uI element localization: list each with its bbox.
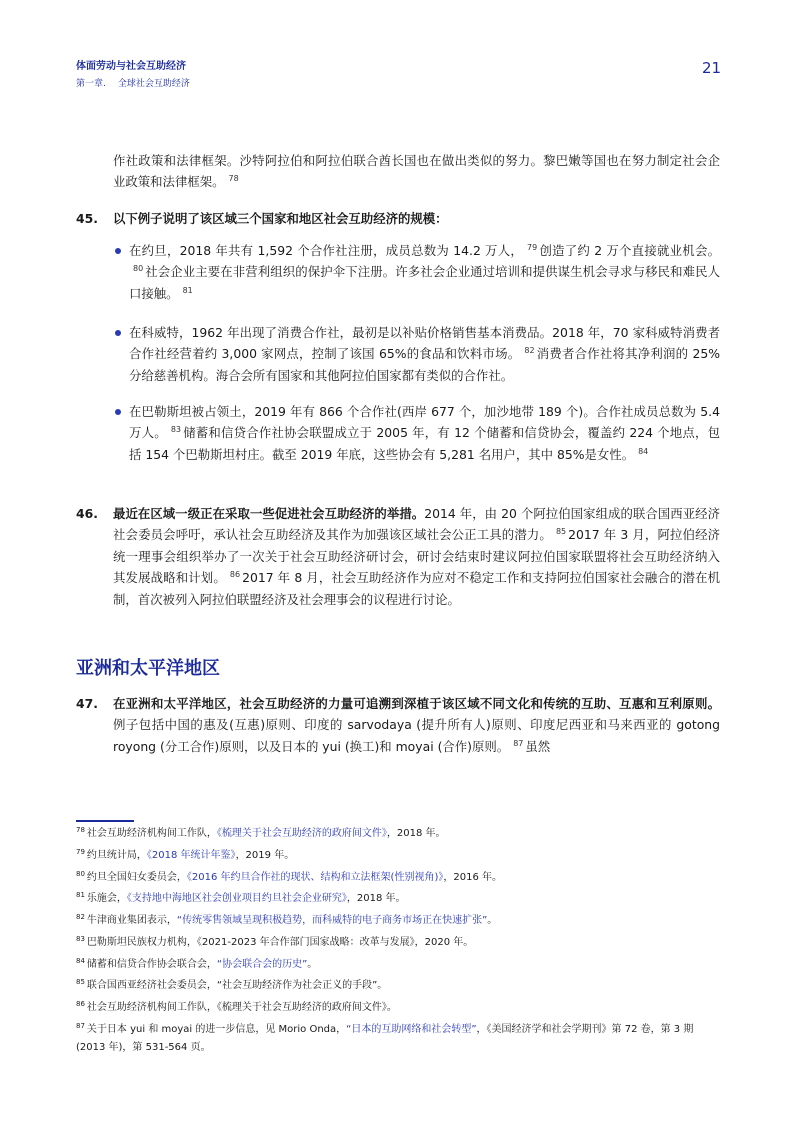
- footnote-82: $^{82}$ 牛津商业集团表示，“传统零售领域呈现积极趋势，而科威特的电子商务市场正在快速扩张”。: [76, 913, 498, 926]
- bullet-dot-icon: [115, 248, 121, 254]
- footnote-ref[interactable]: 85: [555, 527, 567, 537]
- footnote-link[interactable]: 《2018 年统计年鉴》: [146, 850, 236, 861]
- footnote-78: $^{78}$ 社会互助经济机构间工作队，《梳理关于社会互助经济的政府间文件》，2018 年。: [76, 826, 446, 839]
- footnote-81: $^{81}$ 乐施会，《支持地中海地区社会创业项目约旦社会企业研究》，2018 年。: [76, 891, 406, 904]
- bullet-dot-icon: [115, 409, 121, 415]
- paragraph-number: 46.: [76, 506, 98, 521]
- running-header-chapter: [76, 76, 190, 89]
- paragraph-number: 45.: [76, 211, 98, 226]
- footnote-link[interactable]: “日本的互助网络和社会转型”: [346, 1024, 477, 1035]
- footnote-link[interactable]: 《2016 年约旦合作社的现状、结构和立法框架(性别视角)》: [186, 872, 444, 883]
- footnote-ref[interactable]: 79: [527, 243, 538, 252]
- page-number: 21: [702, 59, 722, 77]
- paragraph-46: 最近在区域一级正在采取一些促进社会互助经济的举措。2014 年，由 20 个阿拉伯国家组成的联合国西亚经济社会委员会呼吁，承认社会互助经济及其作为加强该区域社会公正工具的潜力。 $^{85}$ 2017 年 3 月，阿拉伯经济统一理事会组织举办了一次关于社会互助经济研讨会，研讨会结束时建议阿拉伯国家联盟将社会互助经济纳入其发展战略和计划。 $^{86}$ 2017 年 8 月，社会互助经济作为应对不稳定工作和支持阿拉伯国家社会融合的潜在机制，首次被列入阿拉伯联盟经济及社会理事会的议程进行讨论。: [113, 506, 721, 607]
- footnote-86: $^{86}$ 社会互助经济机构间工作队，《梳理关于社会互助经济的政府间文件》。: [76, 1000, 397, 1013]
- bullet-kuwait: 在科威特，1962 年出现了消费合作社，最初是以补贴价格销售基本消费品。2018 年，70 家科威特消费者合作社经营着约 3,000 家网点，控制了该国 65%的食品和饮料市场。 $^{82}$ 消费者合作社将其净利润的 25%分给慈善机构。海合会所有国家和其他阿拉伯国家都有类似的合作社。: [129, 325, 720, 383]
- paragraph-47: 在亚洲和太平洋地区，社会互助经济的力量可追溯到深植于该区域不同文化和传统的互助、互惠和互利原则。例子包括中国的惠及(互惠)原则、印度的 sarvodaya (提升所有人)原则、印度尼西亚和马来西亚的 gotong royong (分工合作)原则，以及日本的 yui (换工)和 moyai (合作)原则。 $^{87}$ 虽然: [113, 696, 720, 754]
- footnote-link[interactable]: 《梳理关于社会互助经济的政府间文件》: [216, 828, 387, 839]
- footnote-ref[interactable]: 86: [229, 570, 241, 580]
- footnote-ref[interactable]: 87: [513, 738, 524, 748]
- running-header-title: 体面劳动与社会互助经济: [76, 61, 186, 72]
- footnote-ref[interactable]: 80: [133, 264, 144, 274]
- bullet-jordan: 在约旦，2018 年共有 1,592 个合作社注册，成员总数为 14.2 万人， $^{79}$ 创造了约 2 万个直接就业机会。$^{80}$ 社会企业主要在非营利组织的保护伞下注册。许多社会企业通过培训和提供谋生机会寻求与移民和难民人口接触。 $^{81}$: [129, 243, 720, 301]
- bullet-palestine: 在巴勒斯坦被占领土，2019 年有 866 个合作社(西岸 677 个，加沙地带 189 个)。合作社成员总数为 5.4 万人。 $^{83}$ 储蓄和信贷合作社协会联盟成立于 2005 年，有 12 个储蓄和信贷协会，覆盖约 224 个地点，包括 154 个巴勒斯坦村庄。截至 2019 年底，这些协会有 5,281 名用户，其中 85%是女性。 $^{84}$: [129, 404, 720, 462]
- footnote-87: $^{87}$ 关于日本 yui 和 moyai 的进一步信息，见 Morio Onda，“日本的互助网络和社会转型”，《美国经济学和社会学期刊》第 72 卷，第 3 期(2013 年)，第 531-564 页。: [76, 1022, 694, 1053]
- footnote-79: $^{79}$ 约旦统计局，《2018 年统计年鉴》，2019 年。: [76, 848, 295, 861]
- footnote-ref[interactable]: 83: [170, 425, 181, 435]
- footnote-84: $^{84}$ 储蓄和信贷合作协会联合会，“协会联合会的历史”。: [76, 957, 318, 970]
- footnote-ref[interactable]: 84: [638, 446, 649, 456]
- footnote-83: $^{83}$ 巴勒斯坦民族权力机构，《2021-2023 年合作部门国家战略：改革与发展》，2020 年。: [76, 935, 474, 948]
- footnote-link[interactable]: “协会联合会的历史”: [216, 959, 308, 970]
- footnote-ref[interactable]: 82: [524, 346, 535, 356]
- paragraph-45-lead: 以下例子说明了该区域三个国家和地区社会互助经济的规模：: [113, 211, 448, 226]
- chapter-number: 第一章.: [76, 79, 106, 89]
- footnote-divider: [76, 820, 134, 822]
- footnote-85: $^{85}$ 联合国西亚经济社会委员会，“社会互助经济作为社会正义的手段”。: [76, 978, 388, 991]
- footnote-ref[interactable]: 81: [182, 285, 193, 295]
- continued-paragraph: 作社政策和法律框架。沙特阿拉伯和阿拉伯联合酋长国也在做出类似的努力。黎巴嫩等国也在努力制定社会企业政策和法律框架。 $^{78}$: [113, 153, 720, 190]
- chapter-title: 全球社会互助经济: [117, 79, 190, 89]
- footnote-80: $^{80}$ 约旦全国妇女委员会，《2016 年约旦合作社的现状、结构和立法框架(性别视角)》，2016 年。: [76, 870, 502, 883]
- footnote-link[interactable]: 《支持地中海地区社会创业项目约旦社会企业研究》: [126, 893, 347, 904]
- paragraph-number: 47.: [76, 696, 98, 711]
- footnote-link[interactable]: “传统零售领域呈现积极趋势，而科威特的电子商务市场正在快速扩张”: [176, 915, 488, 926]
- footnote-ref[interactable]: 78: [228, 174, 239, 184]
- section-heading: 亚洲和太平洋地区: [76, 658, 220, 679]
- bullet-dot-icon: [115, 330, 121, 336]
